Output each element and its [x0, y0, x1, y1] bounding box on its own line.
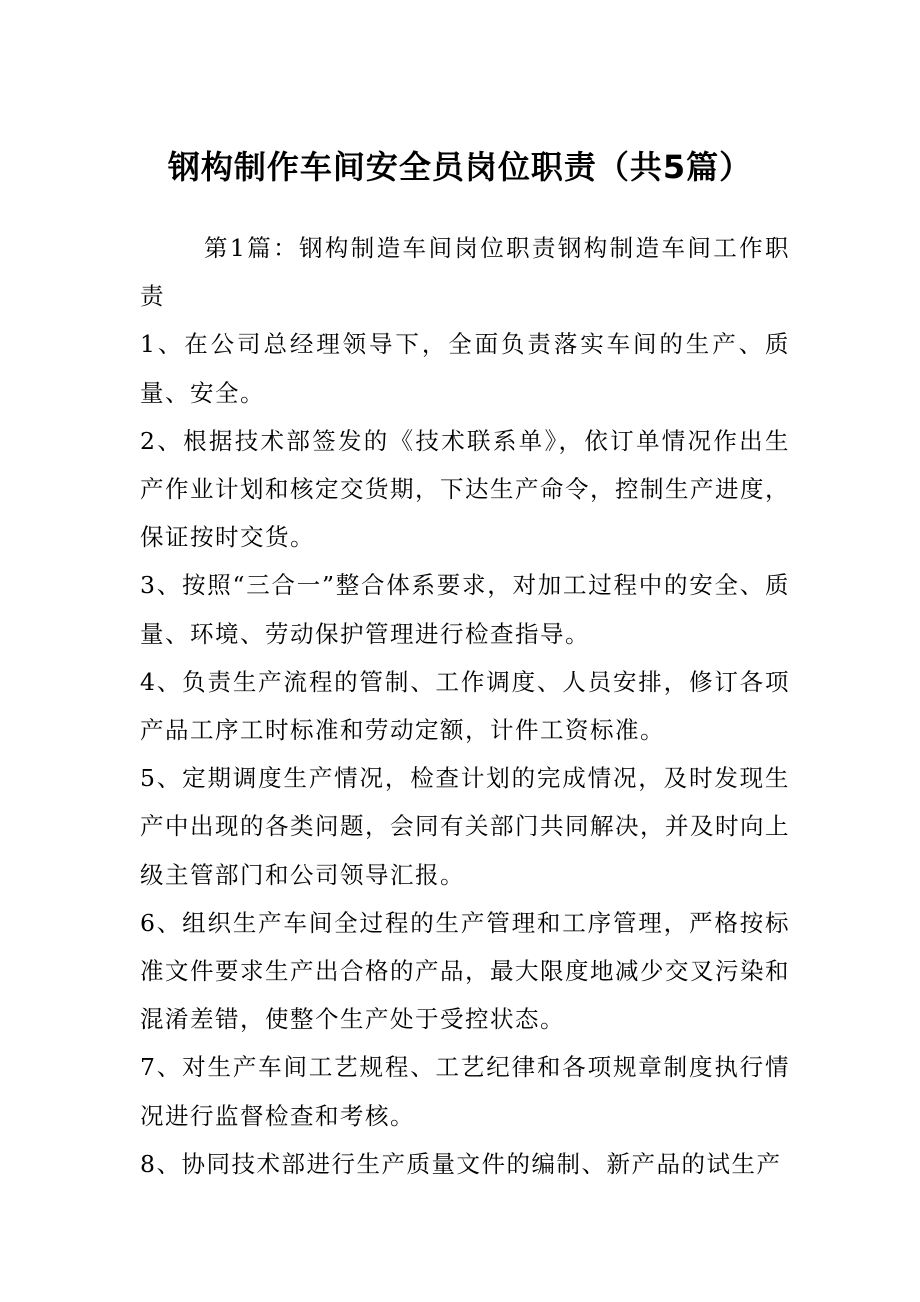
intro-paragraph: 第1篇：钢构制造车间岗位职责钢构制造车间工作职责 [140, 234, 790, 311]
list-item-2: 2、根据技术部签发的《技术联系单》，依订单情况作出生产作业计划和核定交货期，下达生产命令，控制生产进度，保证按时交货。 [140, 426, 790, 552]
list-item-3: 3、按照“三合一”整合体系要求，对加工过程中的安全、质量、环境、劳动保护管理进行检查指导。 [140, 571, 790, 648]
document-title: 钢构制作车间安全员岗位职责（共5篇） [167, 148, 753, 186]
list-item-5: 5、定期调度生产情况，检查计划的完成情况，及时发现生产中出现的各类问题，会同有关部门共同解决，并及时向上级主管部门和公司领导汇报。 [140, 764, 790, 889]
list-item-8: 8、协同技术部进行生产质量文件的编制、新产品的试生产 [140, 1149, 782, 1178]
list-item-7: 7、对生产车间工艺规程、工艺纪律和各项规章制度执行情况进行监督检查和考核。 [140, 1053, 790, 1130]
list-item-1: 1、在公司总经理领导下，全面负责落实车间的生产、质量、安全。 [140, 330, 790, 407]
document-body [140, 224, 790, 1188]
list-item-6: 6、组织生产车间全过程的生产管理和工序管理，严格按标准文件要求生产出合格的产品，最大限度地减少交叉污染和混淆差错，使整个生产处于受控状态。 [140, 908, 790, 1034]
list-item-4: 4、负责生产流程的管制、工作调度、人员安排，修订各项产品工序工时标准和劳动定额，计件工资标准。 [140, 667, 790, 745]
